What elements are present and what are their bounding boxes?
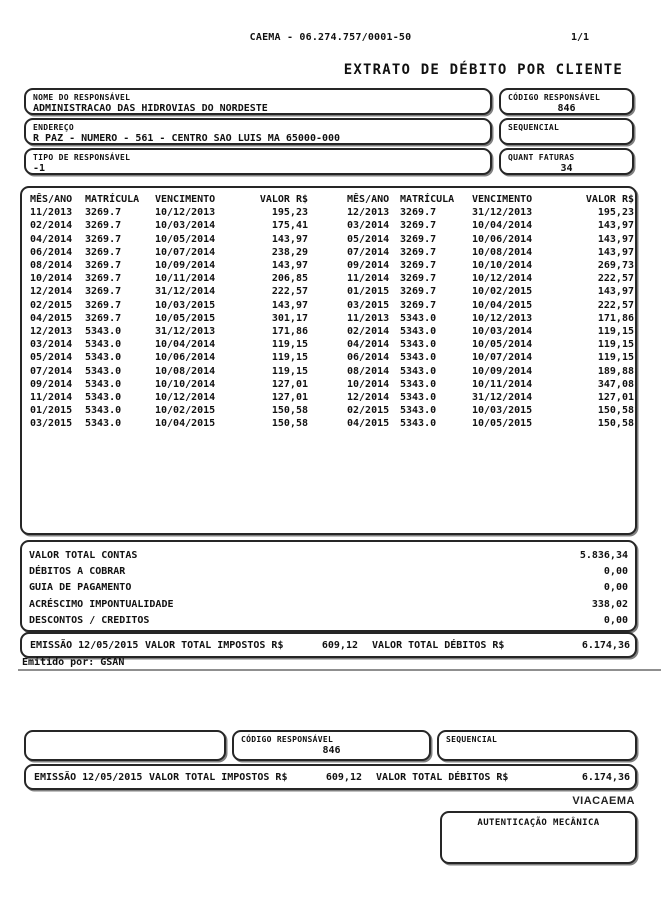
table-cell: 06/2014 xyxy=(30,246,73,258)
totals-box xyxy=(20,540,637,632)
table-cell: 04/2015 xyxy=(30,312,73,324)
table-row xyxy=(30,404,308,417)
table-cell: 10/05/2014 xyxy=(155,233,216,245)
table-body-left xyxy=(30,206,308,430)
table-cell: 5343.0 xyxy=(400,405,437,417)
table-cell: 238,29 xyxy=(271,246,308,258)
table-cell: 31/12/2014 xyxy=(155,286,216,298)
table-row xyxy=(30,312,308,325)
codigo-responsavel-value: 846 xyxy=(557,103,576,114)
impostos-label: VALOR TOTAL IMPOSTOS R$ xyxy=(149,771,288,783)
table-cell: 08/2014 xyxy=(347,365,390,377)
table-cell: 143,97 xyxy=(597,286,634,298)
page-divider xyxy=(18,669,661,671)
table-cell: 11/2014 xyxy=(30,391,73,403)
total-row-guia-pagamento xyxy=(29,580,628,596)
total-row-descontos xyxy=(29,612,628,628)
table-cell: 10/09/2014 xyxy=(155,260,216,272)
emissao-date: EMISSÃO 12/05/2015 xyxy=(30,639,139,651)
total-value: 0,00 xyxy=(603,582,628,594)
table-cell: 119,15 xyxy=(271,365,308,377)
table-cell: 222,57 xyxy=(597,299,634,311)
table-row xyxy=(347,404,634,417)
table-cell: 10/04/2015 xyxy=(472,299,533,311)
table-cell: 05/2014 xyxy=(30,352,73,364)
stub-codigo-value: 846 xyxy=(322,745,341,756)
table-cell: 143,97 xyxy=(597,233,634,245)
table-cell: 04/2014 xyxy=(347,339,390,351)
autenticacao-box xyxy=(440,811,637,864)
table-row xyxy=(347,338,634,351)
quant-faturas-label: QUANT FATURAS xyxy=(508,153,575,162)
table-header-row xyxy=(347,193,634,206)
column-header-mes-ano: MÊS/ANO xyxy=(347,194,390,206)
table-cell: 10/04/2014 xyxy=(472,220,533,232)
sequencial-box xyxy=(499,118,634,145)
codigo-responsavel-label: CÓDIGO RESPONSÁVEL xyxy=(508,93,601,102)
table-row xyxy=(347,391,634,404)
stub-sequencial-label: SEQUENCIAL xyxy=(446,735,498,744)
table-cell: 10/09/2014 xyxy=(472,365,533,377)
codigo-responsavel-box xyxy=(499,88,634,115)
table-cell: 10/07/2014 xyxy=(472,352,533,364)
table-cell: 11/2014 xyxy=(347,273,390,285)
table-cell: 3269.7 xyxy=(85,233,122,245)
table-cell: 5343.0 xyxy=(400,312,437,324)
column-header-matricula: MATRÍCULA xyxy=(400,194,455,206)
table-cell: 143,97 xyxy=(597,246,634,258)
table-cell: 09/2014 xyxy=(347,260,390,272)
table-cell: 10/03/2014 xyxy=(472,325,533,337)
debitos-value: 6.174,36 xyxy=(581,771,630,783)
column-header-mes-ano: MÊS/ANO xyxy=(30,194,73,206)
table-cell: 222,57 xyxy=(271,286,308,298)
table-cell: 12/2014 xyxy=(347,391,390,403)
emissao-bar xyxy=(20,632,637,658)
table-cell: 10/12/2013 xyxy=(472,312,533,324)
table-cell: 10/06/2014 xyxy=(155,352,216,364)
table-row xyxy=(347,246,634,259)
table-cell: 10/03/2014 xyxy=(155,220,216,232)
table-cell: 04/2014 xyxy=(30,233,73,245)
table-cell: 11/2013 xyxy=(30,207,73,219)
table-cell: 10/07/2014 xyxy=(155,246,216,258)
stub-emissao-bar xyxy=(24,764,637,790)
table-cell: 3269.7 xyxy=(400,286,437,298)
table-row xyxy=(30,338,308,351)
table-cell: 02/2014 xyxy=(30,220,73,232)
debitos-value: 6.174,36 xyxy=(581,639,630,651)
table-row xyxy=(30,233,308,246)
table-cell: 222,57 xyxy=(597,273,634,285)
table-cell: 269,73 xyxy=(597,260,634,272)
autenticacao-label: AUTENTICAÇÃO MECÂNICA xyxy=(477,818,600,828)
table-cell: 3269.7 xyxy=(400,207,437,219)
column-header-vencimento: VENCIMENTO xyxy=(472,194,533,206)
document-title: EXTRATO DE DÉBITO POR CLIENTE xyxy=(343,62,623,78)
table-cell: 3269.7 xyxy=(400,260,437,272)
table-cell: 5343.0 xyxy=(85,339,122,351)
table-cell: 03/2015 xyxy=(30,418,73,430)
endereco-value: R PAZ - NUMERO - 561 - CENTRO SAO LUIS MA 65000-000 xyxy=(33,133,341,144)
table-cell: 3269.7 xyxy=(400,273,437,285)
table-row xyxy=(30,378,308,391)
table-cell: 3269.7 xyxy=(85,299,122,311)
table-cell: 01/2015 xyxy=(347,286,390,298)
company-header: CAEMA - 06.274.757/0001-50 xyxy=(249,32,412,43)
faturas-table-left xyxy=(30,193,308,430)
table-cell: 175,41 xyxy=(271,220,308,232)
table-cell: 3269.7 xyxy=(85,286,122,298)
table-cell: 02/2015 xyxy=(347,405,390,417)
table-cell: 12/2013 xyxy=(30,325,73,337)
table-cell: 189,88 xyxy=(597,365,634,377)
table-cell: 301,17 xyxy=(271,312,308,324)
table-row xyxy=(347,312,634,325)
table-cell: 5343.0 xyxy=(400,339,437,351)
total-value: 0,00 xyxy=(603,614,628,626)
table-row xyxy=(347,364,634,377)
table-cell: 31/12/2013 xyxy=(155,325,216,337)
table-cell: 31/12/2014 xyxy=(472,391,533,403)
page-number: 1/1 xyxy=(571,32,590,43)
table-cell: 5343.0 xyxy=(85,365,122,377)
table-cell: 07/2014 xyxy=(30,365,73,377)
table-cell: 171,86 xyxy=(271,325,308,337)
table-row xyxy=(347,378,634,391)
table-cell: 119,15 xyxy=(271,352,308,364)
tipo-responsavel-value: -1 xyxy=(33,163,46,174)
table-cell: 5343.0 xyxy=(400,391,437,403)
impostos-label: VALOR TOTAL IMPOSTOS R$ xyxy=(145,639,284,651)
table-cell: 08/2014 xyxy=(30,260,73,272)
table-row xyxy=(347,299,634,312)
total-label: ACRÉSCIMO IMPONTUALIDADE xyxy=(29,598,174,610)
table-cell: 06/2014 xyxy=(347,352,390,364)
total-row-contas xyxy=(29,547,628,563)
total-value: 0,00 xyxy=(603,565,628,577)
table-row xyxy=(30,299,308,312)
table-cell: 02/2015 xyxy=(30,299,73,311)
column-header-matricula: MATRÍCULA xyxy=(85,194,140,206)
table-cell: 10/05/2014 xyxy=(472,339,533,351)
table-cell: 10/05/2015 xyxy=(472,418,533,430)
table-cell: 5343.0 xyxy=(85,325,122,337)
table-row xyxy=(347,417,634,430)
sequencial-value xyxy=(501,132,632,133)
table-cell: 5343.0 xyxy=(85,352,122,364)
table-row xyxy=(30,259,308,272)
table-row xyxy=(347,285,634,298)
table-cell: 10/05/2015 xyxy=(155,312,216,324)
table-cell: 10/02/2015 xyxy=(155,405,216,417)
stub-blank-box xyxy=(24,730,226,761)
table-cell: 10/2014 xyxy=(347,378,390,390)
table-cell: 3269.7 xyxy=(85,260,122,272)
table-row xyxy=(30,206,308,219)
nome-responsavel-label: NOME DO RESPONSÁVEL xyxy=(33,93,131,102)
table-row xyxy=(347,325,634,338)
table-cell: 143,97 xyxy=(271,260,308,272)
table-cell: 3269.7 xyxy=(85,220,122,232)
quant-faturas-box xyxy=(499,148,634,175)
table-row xyxy=(347,219,634,232)
table-row xyxy=(30,417,308,430)
table-cell: 206,85 xyxy=(271,273,308,285)
tipo-responsavel-box xyxy=(24,148,492,175)
table-cell: 01/2015 xyxy=(30,405,73,417)
table-cell: 10/02/2015 xyxy=(472,286,533,298)
table-cell: 195,23 xyxy=(271,207,308,219)
table-cell: 119,15 xyxy=(597,325,634,337)
table-cell: 5343.0 xyxy=(85,418,122,430)
sequencial-label: SEQUENCIAL xyxy=(508,123,560,132)
table-cell: 195,23 xyxy=(597,207,634,219)
table-cell: 10/12/2013 xyxy=(155,207,216,219)
table-cell: 3269.7 xyxy=(400,233,437,245)
table-row xyxy=(347,259,634,272)
table-cell: 5343.0 xyxy=(400,418,437,430)
table-cell: 127,01 xyxy=(271,391,308,403)
table-cell: 3269.7 xyxy=(400,220,437,232)
total-label: DÉBITOS A COBRAR xyxy=(29,565,126,577)
table-cell: 127,01 xyxy=(597,391,634,403)
faturas-table-right xyxy=(347,193,634,430)
table-row xyxy=(30,285,308,298)
column-header-vencimento: VENCIMENTO xyxy=(155,194,216,206)
nome-responsavel-value: ADMINISTRACAO DAS HIDROVIAS DO NORDESTE xyxy=(33,103,268,114)
column-header-valor: VALOR R$ xyxy=(585,194,634,206)
via-label: VIACAEMA xyxy=(572,795,635,807)
table-cell: 09/2014 xyxy=(30,378,73,390)
table-cell: 3269.7 xyxy=(85,273,122,285)
table-cell: 5343.0 xyxy=(400,378,437,390)
table-cell: 5343.0 xyxy=(85,391,122,403)
endereco-box xyxy=(24,118,492,145)
tipo-responsavel-label: TIPO DE RESPONSÁVEL xyxy=(33,153,131,162)
table-row xyxy=(30,325,308,338)
table-cell: 5343.0 xyxy=(85,405,122,417)
total-row-debitos-cobrar xyxy=(29,563,628,579)
nome-responsavel-box xyxy=(24,88,492,115)
table-cell: 04/2015 xyxy=(347,418,390,430)
table-cell: 3269.7 xyxy=(85,312,122,324)
table-cell: 119,15 xyxy=(597,339,634,351)
table-row xyxy=(30,351,308,364)
table-cell: 3269.7 xyxy=(85,207,122,219)
table-row xyxy=(30,272,308,285)
table-cell: 3269.7 xyxy=(85,246,122,258)
table-cell: 10/12/2014 xyxy=(155,391,216,403)
table-cell: 03/2014 xyxy=(30,339,73,351)
total-label: GUIA DE PAGAMENTO xyxy=(29,582,132,594)
table-cell: 10/08/2014 xyxy=(155,365,216,377)
table-cell: 3269.7 xyxy=(400,299,437,311)
table-cell: 143,97 xyxy=(271,233,308,245)
table-cell: 10/04/2015 xyxy=(155,418,216,430)
table-cell: 150,58 xyxy=(597,418,634,430)
impostos-value: 609,12 xyxy=(325,771,362,783)
total-value: 5.836,34 xyxy=(579,549,628,561)
table-row xyxy=(30,391,308,404)
table-row xyxy=(30,364,308,377)
stub-codigo-label: CÓDIGO RESPONSÁVEL xyxy=(241,735,334,744)
table-cell: 10/11/2014 xyxy=(155,273,216,285)
table-cell: 143,97 xyxy=(271,299,308,311)
table-cell: 10/2014 xyxy=(30,273,73,285)
table-cell: 10/03/2015 xyxy=(472,405,533,417)
table-cell: 150,58 xyxy=(271,405,308,417)
column-header-valor: VALOR R$ xyxy=(259,194,308,206)
table-cell: 171,86 xyxy=(597,312,634,324)
debitos-label: VALOR TOTAL DÉBITOS R$ xyxy=(376,771,509,783)
table-cell: 11/2013 xyxy=(347,312,390,324)
table-cell: 119,15 xyxy=(271,339,308,351)
table-cell: 10/10/2014 xyxy=(155,378,216,390)
table-cell: 03/2015 xyxy=(347,299,390,311)
table-cell: 127,01 xyxy=(271,378,308,390)
table-cell: 10/12/2014 xyxy=(472,273,533,285)
table-cell: 07/2014 xyxy=(347,246,390,258)
table-row xyxy=(347,272,634,285)
total-value: 338,02 xyxy=(591,598,628,610)
table-cell: 347,08 xyxy=(597,378,634,390)
table-cell: 5343.0 xyxy=(400,352,437,364)
table-cell: 03/2014 xyxy=(347,220,390,232)
emitted-by-line: Emitido por: GSAN xyxy=(22,657,125,668)
table-cell: 02/2014 xyxy=(347,325,390,337)
endereco-label: ENDEREÇO xyxy=(33,123,74,132)
table-cell: 150,58 xyxy=(271,418,308,430)
table-cell: 150,58 xyxy=(597,405,634,417)
table-cell: 10/08/2014 xyxy=(472,246,533,258)
table-cell: 3269.7 xyxy=(400,246,437,258)
table-cell: 10/06/2014 xyxy=(472,233,533,245)
table-cell: 143,97 xyxy=(597,220,634,232)
table-header-row xyxy=(30,193,308,206)
table-cell: 5343.0 xyxy=(400,365,437,377)
stub-codigo-box xyxy=(232,730,431,761)
table-row xyxy=(30,246,308,259)
table-row xyxy=(347,351,634,364)
table-cell: 05/2014 xyxy=(347,233,390,245)
table-cell: 12/2014 xyxy=(30,286,73,298)
debitos-label: VALOR TOTAL DÉBITOS R$ xyxy=(372,639,505,651)
table-cell: 5343.0 xyxy=(400,325,437,337)
table-cell: 10/11/2014 xyxy=(472,378,533,390)
total-row-acrescimo xyxy=(29,596,628,612)
table-cell: 10/03/2015 xyxy=(155,299,216,311)
table-cell: 12/2013 xyxy=(347,207,390,219)
total-label: DESCONTOS / CREDITOS xyxy=(29,614,150,626)
table-cell: 5343.0 xyxy=(85,378,122,390)
table-row xyxy=(347,233,634,246)
total-label: VALOR TOTAL CONTAS xyxy=(29,549,138,561)
table-cell: 119,15 xyxy=(597,352,634,364)
table-cell: 10/10/2014 xyxy=(472,260,533,272)
table-cell: 31/12/2013 xyxy=(472,207,533,219)
impostos-value: 609,12 xyxy=(321,639,358,651)
table-cell: 10/04/2014 xyxy=(155,339,216,351)
faturas-table-box xyxy=(20,186,637,535)
stub-sequencial-box xyxy=(437,730,637,761)
table-row xyxy=(347,206,634,219)
table-body-right xyxy=(347,206,634,430)
quant-faturas-value: 34 xyxy=(560,163,573,174)
table-row xyxy=(30,219,308,232)
emissao-date: EMISSÃO 12/05/2015 xyxy=(34,771,143,783)
